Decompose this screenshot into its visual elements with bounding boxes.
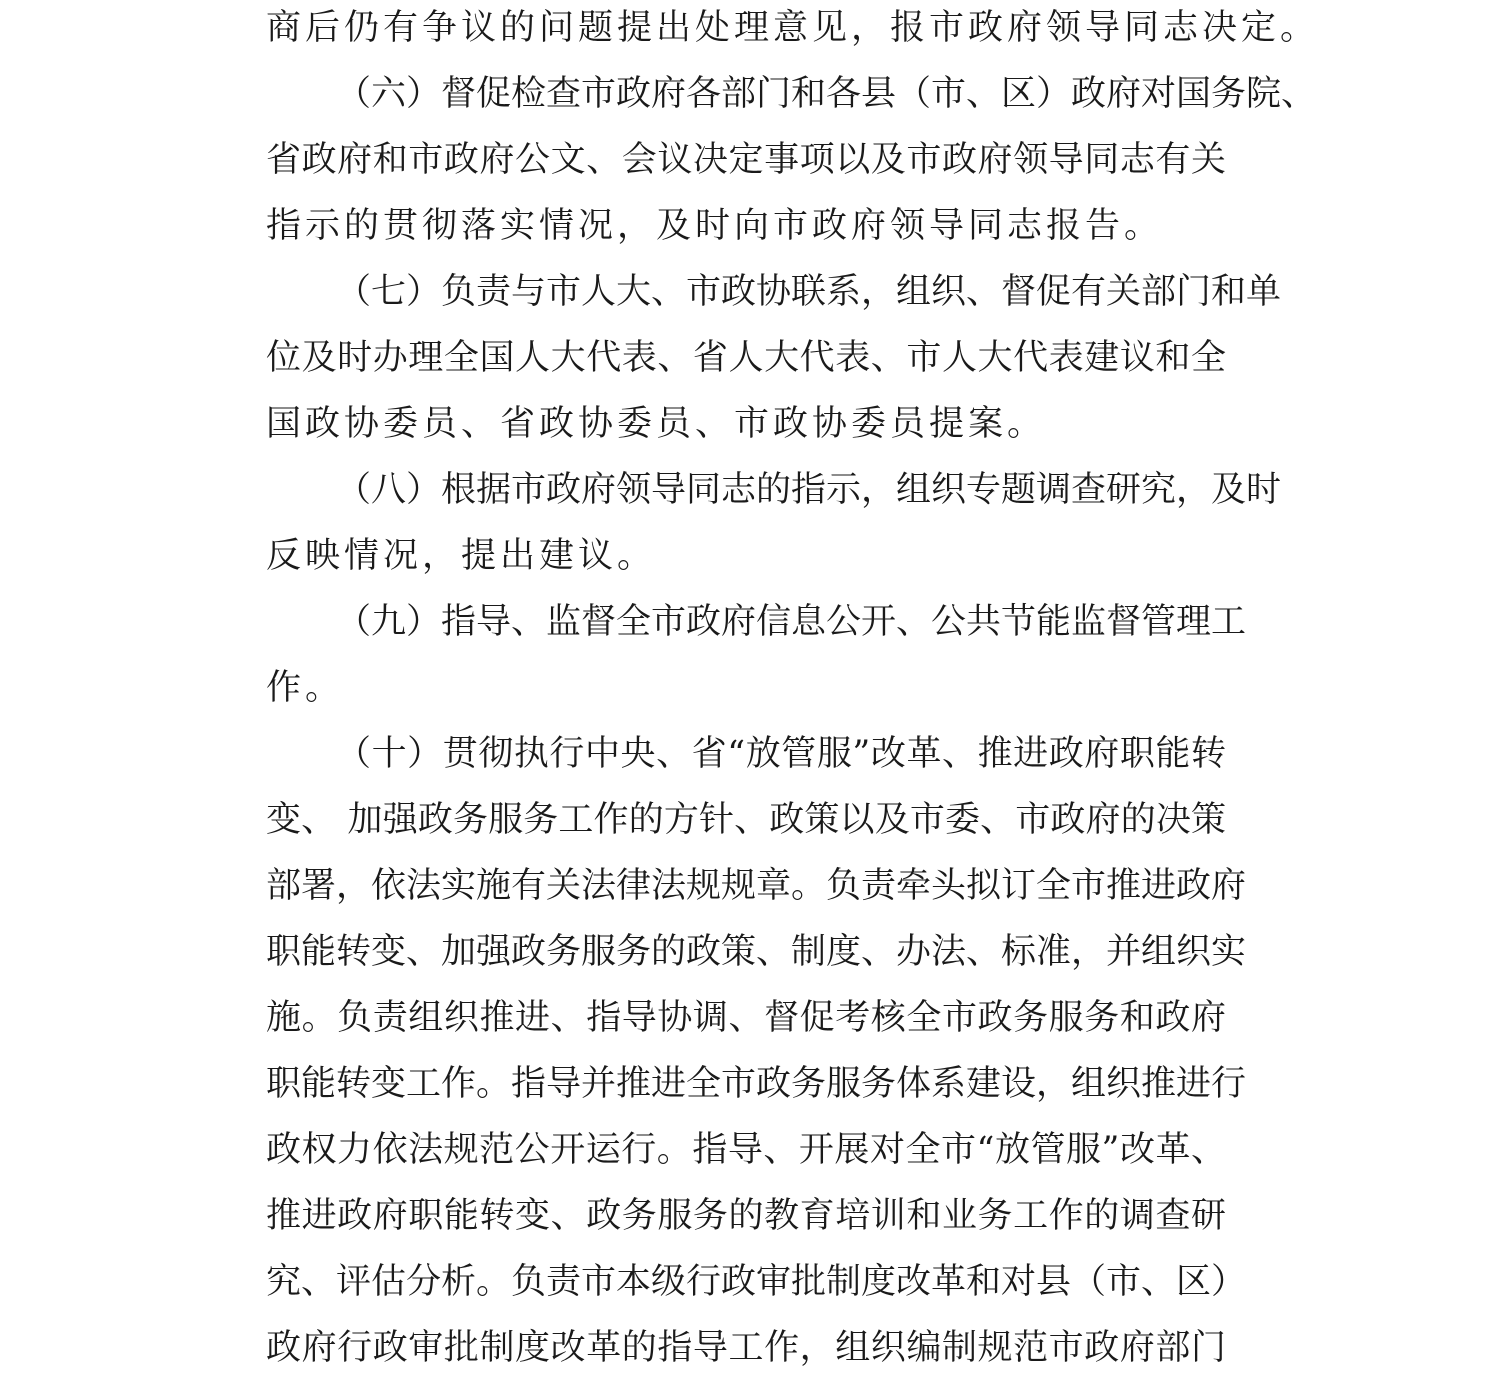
text-line-19: 推进政府职能转变、政务服务的教育培训和业务工作的调查研	[266, 1196, 1226, 1236]
text-line-3: 省政府和市政府公文、会议决定事项以及市政府领导同志有关	[266, 140, 1226, 180]
text-line-6: 位及时办理全国人大代表、省人大代表、市人大代表建议和全	[266, 338, 1226, 378]
text-line-5: （七）负责与市人大、市政协联系，组织、督促有关部门和单	[336, 272, 1282, 312]
text-line-17: 职能转变工作。指导并推进全市政务服务体系建设，组织推进行	[266, 1064, 1247, 1104]
text-line-2: （六）督促检查市政府各部门和各县（市、区）政府对国务院、	[336, 74, 1317, 114]
text-line-15: 职能转变、加强政务服务的政策、制度、办法、标准，并组织实	[266, 932, 1247, 972]
text-line-4: 指示的贯彻落实情况，及时向市政府领导同志报告。	[266, 206, 1164, 246]
text-line-14: 部署，依法实施有关法律法规规章。负责牵头拟订全市推进政府	[266, 866, 1247, 906]
text-line-12: （十）贯彻执行中央、省“放管服”改革、推进政府职能转	[336, 734, 1226, 774]
text-line-9: 反映情况，提出建议。	[266, 536, 657, 576]
text-line-7: 国政协委员、省政协委员、市政协委员提案。	[266, 404, 1047, 444]
text-line-11: 作。	[266, 668, 345, 708]
text-line-8: （八）根据市政府领导同志的指示，组织专题调查研究，及时	[336, 470, 1282, 510]
text-line-21: 政府行政审批制度改革的指导工作，组织编制规范市政府部门	[266, 1328, 1226, 1368]
text-line-1: 商后仍有争议的问题提出处理意见，报市政府领导同志决定。	[266, 8, 1320, 48]
text-line-13: 变、 加强政务服务工作的方针、政策以及市委、市政府的决策	[266, 800, 1226, 840]
text-line-18: 政权力依法规范公开运行。指导、开展对全市“放管服”改革、	[266, 1130, 1226, 1170]
text-line-16: 施。负责组织推进、指导协调、督促考核全市政务服务和政府	[266, 998, 1226, 1038]
text-line-10: （九）指导、监督全市政府信息公开、公共节能监督管理工	[336, 602, 1247, 642]
text-line-20: 究、评估分析。负责市本级行政审批制度改革和对县（市、区）	[266, 1262, 1247, 1302]
